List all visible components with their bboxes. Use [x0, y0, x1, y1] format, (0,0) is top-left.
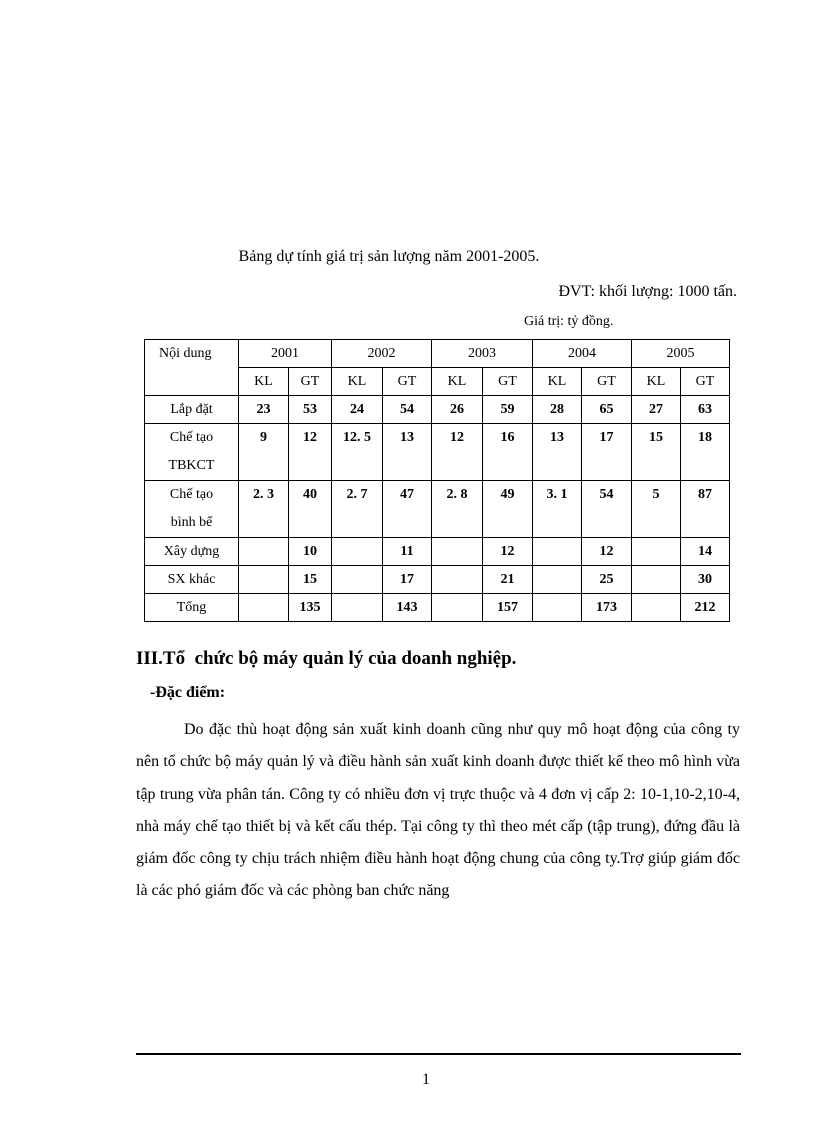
- subheading: -Đặc điểm:: [150, 684, 226, 701]
- cell: [533, 538, 582, 566]
- cell: 12: [432, 424, 483, 481]
- table-row: [145, 424, 730, 481]
- row-label-line2: bình bể: [170, 515, 213, 530]
- cell: [533, 594, 582, 622]
- cell: 47: [383, 481, 432, 538]
- cell: 59: [483, 396, 533, 424]
- cell: 17: [383, 566, 432, 594]
- table-row: [145, 538, 730, 566]
- subheader-gt: GT: [483, 368, 533, 396]
- cell: 26: [432, 396, 483, 424]
- cell: 12: [289, 424, 332, 481]
- table-row: [145, 481, 730, 538]
- cell: 14: [681, 538, 730, 566]
- row-label-line2: TBKCT: [168, 458, 215, 473]
- cell: 12: [582, 538, 632, 566]
- cell: 18: [681, 424, 730, 481]
- cell: [632, 566, 681, 594]
- subheader-kl: KL: [632, 368, 681, 396]
- cell: 5: [632, 481, 681, 538]
- cell: 40: [289, 481, 332, 538]
- cell: 12: [483, 538, 533, 566]
- subheader-gt: GT: [383, 368, 432, 396]
- production-table: [144, 339, 730, 622]
- cell: 10: [289, 538, 332, 566]
- cell: 2. 3: [239, 481, 289, 538]
- cell: 13: [533, 424, 582, 481]
- unit-mass-note: ĐVT: khối lượng: 1000 tấn.: [558, 283, 737, 300]
- cell: [432, 538, 483, 566]
- header-content: Nội dung: [145, 340, 239, 396]
- footer-divider: [136, 1053, 741, 1055]
- header-year: 2002: [332, 340, 432, 368]
- row-label: Lắp đặt: [145, 396, 239, 424]
- cell: 17: [582, 424, 632, 481]
- cell: 30: [681, 566, 730, 594]
- cell: 212: [681, 594, 730, 622]
- subheader-gt: GT: [681, 368, 730, 396]
- cell: 65: [582, 396, 632, 424]
- cell: 15: [632, 424, 681, 481]
- cell: [533, 566, 582, 594]
- cell: 21: [483, 566, 533, 594]
- row-label: [145, 481, 239, 538]
- cell: [332, 538, 383, 566]
- cell: 25: [582, 566, 632, 594]
- cell: 143: [383, 594, 432, 622]
- row-label: [145, 424, 239, 481]
- cell: 28: [533, 396, 582, 424]
- cell: [332, 594, 383, 622]
- cell: 49: [483, 481, 533, 538]
- cell: [239, 538, 289, 566]
- table-row: [145, 396, 730, 424]
- cell: [432, 566, 483, 594]
- cell: 2. 7: [332, 481, 383, 538]
- table-row: [145, 566, 730, 594]
- cell: 54: [383, 396, 432, 424]
- cell: 3. 1: [533, 481, 582, 538]
- cell: 13: [383, 424, 432, 481]
- page-number: 1: [422, 1071, 430, 1088]
- cell: [332, 566, 383, 594]
- cell: 11: [383, 538, 432, 566]
- cell: 54: [582, 481, 632, 538]
- subheader-kl: KL: [432, 368, 483, 396]
- cell: 87: [681, 481, 730, 538]
- cell: 135: [289, 594, 332, 622]
- cell: 16: [483, 424, 533, 481]
- body-paragraph: Do đặc thù hoạt động sản xuất kinh doanh cũng như quy mô hoạt động của công ty nên tổ chức bộ máy quản lý và điều hành sản xuất kinh doanh được thiết kế theo mô hình vừa tập trung vừa phân tán. Công ty có nhiều đơn vị trực thuộc và 4 đơn vị cấp 2: 10-1,10-2,10-4, nhà máy chế tạo thiết bị và kết cấu thép. Tại công ty thì theo mét cấp (tập trung), đứng đầu là giám đốc công ty chịu trách nhiệm điều hành hoạt động chung của công ty.Trợ giúp giám đốc là các phó giám đốc và các phòng ban chức năng: [136, 721, 740, 900]
- subheader-kl: KL: [533, 368, 582, 396]
- cell: 24: [332, 396, 383, 424]
- row-label: Tổng: [145, 594, 239, 622]
- cell: 27: [632, 396, 681, 424]
- row-label-line1: Chế tạo: [169, 487, 214, 502]
- header-year: 2003: [432, 340, 533, 368]
- cell: 15: [289, 566, 332, 594]
- cell: 2. 8: [432, 481, 483, 538]
- cell: 9: [239, 424, 289, 481]
- row-label: SX khác: [145, 566, 239, 594]
- subheader-kl: KL: [239, 368, 289, 396]
- section-heading: III.Tổ chức bộ máy quản lý của doanh nghiệp.: [136, 648, 517, 669]
- subheader-kl: KL: [332, 368, 383, 396]
- table-caption: Bảng dự tính giá trị sản lượng năm 2001-2005.: [238, 248, 540, 265]
- table-row: [145, 594, 730, 622]
- cell: [432, 594, 483, 622]
- cell: 157: [483, 594, 533, 622]
- cell: [632, 594, 681, 622]
- subheader-gt: GT: [582, 368, 632, 396]
- row-label-line1: Chế tạo: [169, 430, 214, 445]
- header-year: 2001: [239, 340, 332, 368]
- row-label: Xây dựng: [145, 538, 239, 566]
- header-year: 2005: [632, 340, 730, 368]
- header-year: 2004: [533, 340, 632, 368]
- cell: [239, 566, 289, 594]
- unit-value-note: Giá trị: tỷ đồng.: [524, 314, 614, 329]
- cell: 23: [239, 396, 289, 424]
- subheader-gt: GT: [289, 368, 332, 396]
- cell: 173: [582, 594, 632, 622]
- cell: 53: [289, 396, 332, 424]
- cell: [239, 594, 289, 622]
- cell: 12. 5: [332, 424, 383, 481]
- cell: 63: [681, 396, 730, 424]
- cell: [632, 538, 681, 566]
